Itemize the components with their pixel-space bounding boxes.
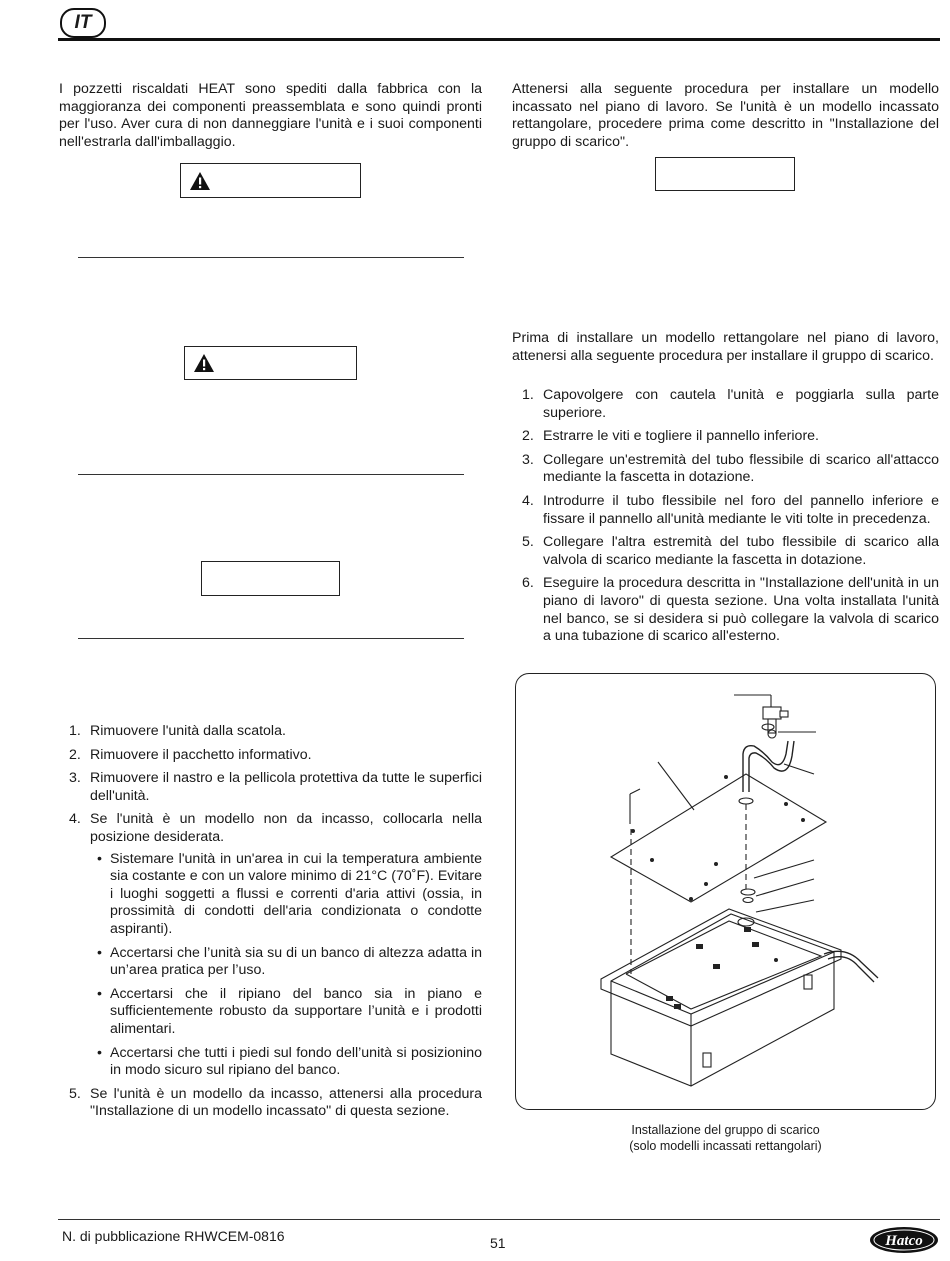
logo-text: Hatco (885, 1233, 923, 1249)
publication-number: N. di pubblicazione RHWCEM-0816 (62, 1228, 285, 1244)
drain-intro: Prima di installare un modello rettangolare nel piano di lavoro, attenersi alla seguente procedura per installare il gruppo di scarico. (512, 330, 939, 364)
drain-assembly-illustration (516, 674, 934, 1108)
divider (78, 257, 464, 258)
list-item: 5. Se l'unità è un modello da incasso, attenersi alla procedura "Installazione di un modello incassato" di questa sezione. (69, 1085, 482, 1120)
list-item: 3. Rimuovere il nastro e la pellicola protettiva da tutte le superfici dell'unità. (69, 770, 482, 804)
hatco-logo (868, 1225, 940, 1261)
list-item: 2. Rimuovere il pacchetto informativo. (69, 746, 312, 763)
page-number: 51 (490, 1235, 506, 1251)
warning-box-1 (180, 163, 361, 198)
unpacking-steps (59, 723, 482, 1127)
divider (78, 474, 464, 475)
header-rule (58, 38, 940, 41)
notice-box (655, 157, 795, 191)
warning-triangle-icon (189, 171, 211, 191)
language-badge: IT (60, 8, 106, 38)
list-item: 1. Capovolgere con cautela l'unità e poggiarla sulla parte superiore. (522, 387, 939, 421)
notice-box (201, 561, 340, 596)
drain-assembly-figure (515, 673, 936, 1110)
installation-intro: Attenersi alla seguente procedura per installare un modello incassato nel piano di lavoro. Se l'unità è un modello incassato rettangolare, procedere prima come descritto in "Installazione del gruppo di scarico". (512, 81, 939, 150)
bullet-item: • Accertarsi che il ripiano del banco sia in piano e sufficientemente robusto da supportare l’unità e i prodotti alimentari. (97, 985, 482, 1037)
list-item: 3. Collegare un'estremità del tubo flessibile di scarico all'attacco mediante la fascetta in dotazione. (522, 451, 939, 486)
list-item: 2. Estrarre le viti e togliere il pannello inferiore. (522, 428, 819, 445)
warning-triangle-icon (193, 353, 215, 373)
footer-rule (58, 1219, 940, 1220)
warning-box-2 (184, 346, 357, 380)
bullet-item: • Sistemare l'unità in un'area in cui la temperatura ambiente sia costante e con un valore minimo di 21°C (70˚F). Evitare i luoghi soggetti a flussi e correnti d'aria attivi (ossia, in prossimità di condotti dell'aria condizionata o condotte aspiranti). (97, 850, 482, 937)
divider (78, 638, 464, 639)
drain-steps (512, 387, 939, 652)
figure-caption: Installazione del gruppo di scarico (solo modelli incassati rettangolari) (629, 1123, 822, 1153)
list-item: 1. Rimuovere l'unità dalla scatola. (69, 723, 286, 739)
list-item: 4. Introdurre il tubo flessibile nel foro del pannello inferiore e fissare il pannello all'unità mediante le viti tolte in precedenza. (522, 492, 939, 527)
list-item: 4. Se l'unità è un modello non da incasso, collocarla nella posizione desiderata. • Sistemare l'unità in un'area in cui la temperatura ambiente sia costante e con un valore minimo di 21°C (70˚F). Evitare i luoghi soggetti a flussi e correnti d'aria attivi (ossia, in prossimità di condotti dell'aria condizionata o condotte aspiranti). • Accertarsi che l’unità sia su di un banco di altezza adatta in un’area pratica per l’uso. • Accertarsi che il ripiano del banco sia in piano e sufficientemente robusto da supportare l’unità e i prodotti alimentari. • Accertarsi che tutti i piedi sul fondo dell’unità si posizionino in modo sicuro sul ripiano del banco. (69, 811, 482, 1079)
list-item: 6. Eseguire la procedura descritta in "Installazione dell'unità in un piano di lavoro" di questa sezione. Una volta installata l'unità nel banco, se si desidera si può collegare la valvola di scarico a una tubazione di scarico all'esterno. (522, 575, 939, 645)
unpacking-intro: I pozzetti riscaldati HEAT sono spediti dalla fabbrica con la maggioranza dei componenti preassemblata e sono quindi pronti per l'uso. Aver cura di non danneggiare l'unità e i suoi componenti nell'estrarla dall'imballaggio. (59, 81, 482, 150)
bullet-item: • Accertarsi che l’unità sia su di un banco di altezza adatta in un’area pratica per l’uso. (97, 944, 482, 979)
bullet-item: • Accertarsi che tutti i piedi sul fondo dell’unità si posizionino in modo sicuro sul ripiano del banco. (97, 1044, 482, 1079)
list-item: 5. Collegare l'altra estremità del tubo flessibile di scarico alla valvola di scarico mediante la fascetta in dotazione. (522, 534, 939, 568)
